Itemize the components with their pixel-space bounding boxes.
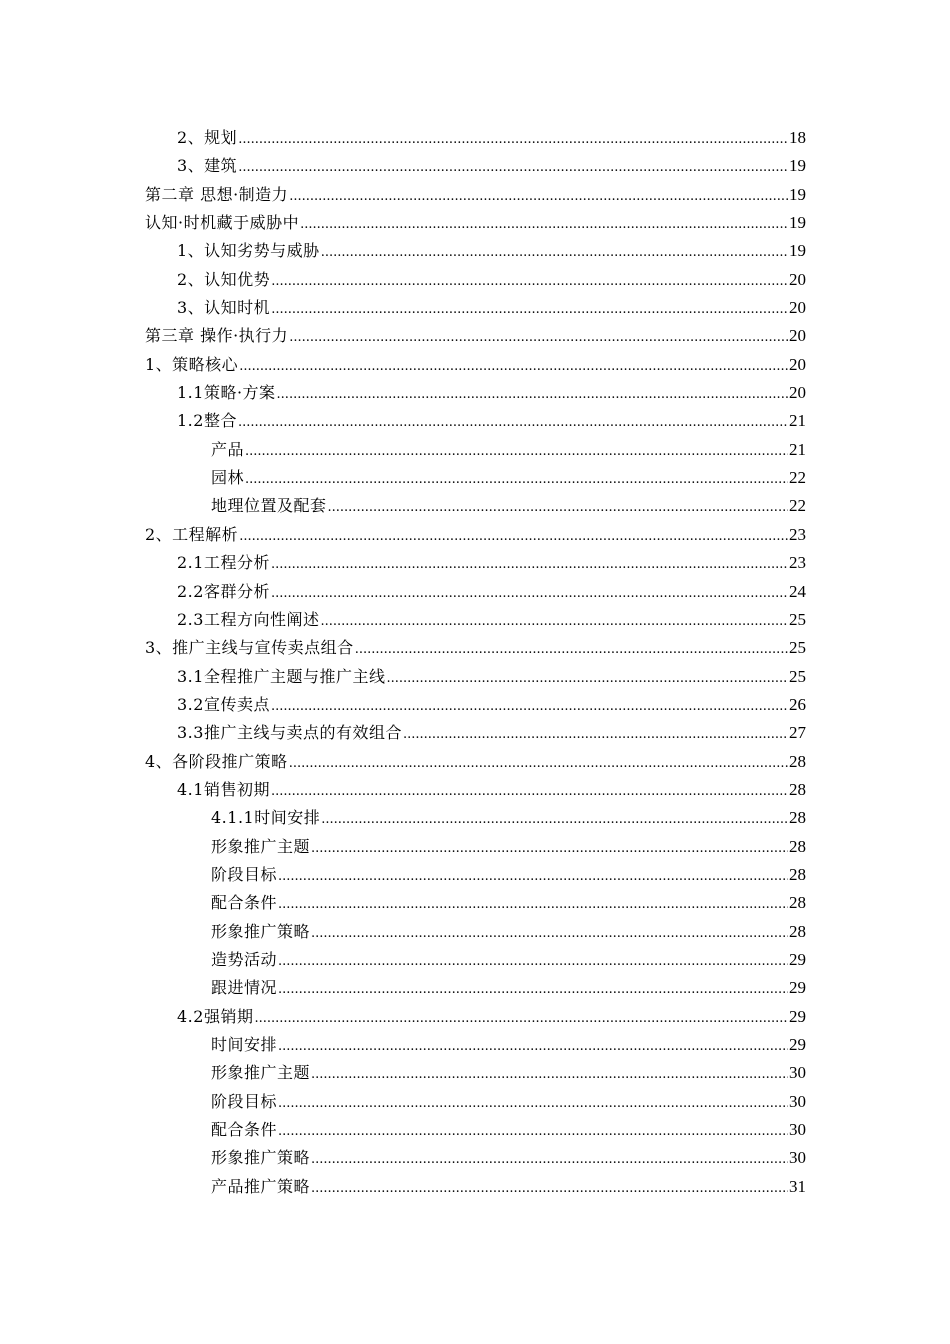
toc-entry-line [211, 1116, 806, 1144]
dot-leader [311, 920, 788, 948]
toc-entry[interactable] [0, 833, 950, 861]
toc-entry-line [177, 776, 806, 804]
toc-entry[interactable] [0, 407, 950, 435]
toc-entry-page-number[interactable]: 31 [789, 1176, 806, 1196]
toc-entry-line [211, 464, 806, 492]
toc-entry[interactable] [0, 719, 950, 747]
toc-entry-page-number[interactable]: 27 [789, 723, 806, 743]
toc-entry-title[interactable]: 3.2宣传卖点 [177, 694, 270, 714]
dot-leader [311, 1175, 788, 1203]
toc-entry-title[interactable]: 4.1销售初期 [177, 779, 270, 799]
toc-entry[interactable] [0, 861, 950, 889]
toc-entry[interactable] [0, 492, 950, 520]
toc-entry-page-number[interactable]: 23 [789, 524, 806, 544]
toc-entry-title[interactable]: 4.1.1时间安排 [211, 808, 321, 828]
toc-entry[interactable] [0, 634, 950, 662]
dot-leader [311, 1061, 788, 1089]
toc-entry-page-number[interactable]: 22 [789, 468, 806, 488]
toc-entry-line [145, 748, 806, 776]
toc-entry-line [211, 1173, 806, 1201]
toc-entry[interactable] [0, 294, 950, 322]
toc-entry-line [211, 974, 806, 1002]
toc-entry-title[interactable]: 认知·时机藏于威胁中 [145, 213, 300, 233]
dot-leader [289, 183, 788, 211]
toc-entry-line [211, 492, 806, 520]
toc-entry[interactable] [0, 1116, 950, 1144]
toc-entry[interactable] [0, 748, 950, 776]
toc-entry-page-number[interactable]: 19 [789, 184, 806, 204]
toc-entry-line [211, 918, 806, 946]
toc-entry[interactable] [0, 974, 950, 1002]
toc-entry-page-number[interactable]: 29 [789, 978, 806, 998]
toc-entry-line [145, 521, 806, 549]
dot-leader [300, 211, 788, 239]
toc-entry-title[interactable]: 第三章 操作·执行力 [145, 326, 289, 346]
toc-entry-line [177, 578, 806, 606]
toc-entry-page-number[interactable]: 20 [789, 354, 806, 374]
toc-entry-page-number[interactable]: 30 [789, 1120, 806, 1140]
dot-leader [238, 409, 788, 437]
toc-entry-title[interactable]: 2.3工程方向性阐述 [177, 609, 320, 629]
toc-entry[interactable] [0, 209, 950, 237]
dot-leader [311, 835, 788, 863]
dot-leader [311, 1146, 788, 1174]
toc-entry-title[interactable]: 阶段目标 [211, 864, 278, 884]
dot-leader [278, 891, 788, 919]
toc-entry-line [211, 1088, 806, 1116]
toc-entry-page-number[interactable]: 28 [789, 921, 806, 941]
toc-entry[interactable] [0, 889, 950, 917]
toc-entry-line [177, 663, 806, 691]
toc-entry-title[interactable]: 4、各阶段推广策略 [145, 751, 288, 771]
toc-entry-page-number[interactable]: 26 [789, 694, 806, 714]
toc-entry[interactable] [0, 804, 950, 832]
toc-entry-line [177, 549, 806, 577]
toc-entry-line [177, 407, 806, 435]
dot-leader [403, 721, 788, 749]
toc-entry-page-number[interactable]: 25 [789, 638, 806, 658]
toc-entry[interactable] [0, 691, 950, 719]
dot-leader [271, 551, 788, 579]
dot-leader [278, 1090, 788, 1118]
dot-leader [278, 1118, 788, 1146]
toc-entry-page-number[interactable]: 28 [789, 779, 806, 799]
toc-entry[interactable] [0, 521, 950, 549]
toc-entry[interactable] [0, 237, 950, 265]
dot-leader [289, 324, 788, 352]
toc-entry[interactable] [0, 606, 950, 634]
dot-leader [289, 750, 788, 778]
toc-entry-page-number[interactable]: 30 [789, 1148, 806, 1168]
dot-leader [386, 665, 788, 693]
toc-entry[interactable] [0, 436, 950, 464]
dot-leader [245, 438, 788, 466]
toc-entry-line [145, 181, 806, 209]
toc-entry[interactable] [0, 1144, 950, 1172]
dot-leader [278, 948, 788, 976]
toc-entry[interactable] [0, 1003, 950, 1031]
toc-entry-page-number[interactable]: 20 [789, 383, 806, 403]
toc-entry-title[interactable]: 3、认知时机 [177, 298, 271, 318]
toc-entry[interactable] [0, 152, 950, 180]
toc-entry-page-number[interactable]: 25 [789, 609, 806, 629]
toc-entry-line [145, 634, 806, 662]
toc-entry-page-number[interactable]: 19 [789, 213, 806, 233]
toc-entry-title[interactable]: 形象推广主题 [211, 1063, 311, 1083]
toc-entry-line [211, 436, 806, 464]
toc-entry-title[interactable]: 1.1策略·方案 [177, 383, 276, 403]
dot-leader [254, 1005, 788, 1033]
dot-leader [278, 1033, 788, 1061]
toc-entry-page-number[interactable]: 18 [789, 128, 806, 147]
toc-entry-title[interactable]: 3、推广主线与宣传卖点组合 [145, 638, 354, 658]
toc-entry-page-number[interactable]: 20 [789, 298, 806, 318]
toc-entry-line [211, 804, 806, 832]
dot-leader [278, 863, 788, 891]
dot-leader [320, 608, 788, 636]
toc-entry-page-number[interactable]: 19 [789, 156, 806, 176]
toc-entry-line [145, 322, 806, 350]
dot-leader [245, 466, 788, 494]
toc-entry-title[interactable]: 3.3推广主线与卖点的有效组合 [177, 723, 402, 743]
toc-entry[interactable] [0, 181, 950, 209]
dot-leader [271, 580, 788, 608]
toc-entry-title[interactable]: 2.2客群分析 [177, 581, 270, 601]
dot-leader [321, 239, 788, 267]
toc-entry-line [177, 691, 806, 719]
toc-entry-title[interactable]: 4.2强销期 [177, 1006, 254, 1026]
toc-entry-line [177, 379, 806, 407]
toc-entry[interactable] [0, 124, 950, 152]
toc-entry-page-number[interactable]: 28 [789, 751, 806, 771]
dot-leader [239, 353, 788, 381]
toc-entry-page-number[interactable]: 30 [789, 1063, 806, 1083]
dot-leader [271, 778, 788, 806]
toc-entry-title[interactable]: 1、策略核心 [145, 354, 239, 374]
dot-leader [355, 636, 788, 664]
toc-entry-page-number[interactable]: 22 [789, 496, 806, 516]
toc-entry-page-number[interactable]: 21 [789, 439, 806, 459]
toc-entry[interactable] [0, 351, 950, 379]
toc-entry[interactable] [0, 946, 950, 974]
toc-entry-page-number[interactable]: 21 [789, 411, 806, 431]
toc-entry-page-number[interactable]: 23 [789, 553, 806, 573]
dot-leader [277, 381, 788, 409]
toc-entry[interactable] [0, 1031, 950, 1059]
toc-entry-title[interactable]: 时间安排 [211, 1035, 278, 1054]
toc-entry-title[interactable]: 园林 [211, 468, 245, 488]
toc-entry-title[interactable]: 2、规划 [177, 128, 238, 147]
toc-entry[interactable] [0, 918, 950, 946]
dot-leader [271, 296, 788, 324]
toc-entry-line [211, 1031, 806, 1059]
toc-entry-page-number[interactable]: 19 [789, 241, 806, 261]
toc-entry-page-number[interactable]: 25 [789, 666, 806, 686]
toc-entry-title[interactable]: 2、认知优势 [177, 269, 271, 289]
toc-entry-line [177, 124, 806, 152]
toc-entry-title[interactable]: 2.1工程分析 [177, 553, 270, 573]
toc-entry[interactable] [0, 776, 950, 804]
toc-entry-title[interactable]: 配合条件 [211, 1120, 278, 1140]
toc-entry-line [177, 1003, 806, 1031]
dot-leader [238, 126, 788, 154]
toc-entry[interactable] [0, 1088, 950, 1116]
toc-entry-title[interactable]: 形象推广策略 [211, 921, 311, 941]
toc-entry-page-number[interactable]: 28 [789, 836, 806, 856]
toc-entry-line [211, 833, 806, 861]
toc-entry-line [211, 861, 806, 889]
toc-entry-line [177, 237, 806, 265]
dot-leader [271, 693, 788, 721]
toc-entry-page-number[interactable]: 29 [789, 1035, 806, 1054]
dot-leader [278, 976, 788, 1004]
toc-entry[interactable] [0, 663, 950, 691]
toc-entry-title[interactable]: 形象推广策略 [211, 1148, 311, 1168]
toc-entry[interactable] [0, 578, 950, 606]
toc-entry-line [177, 719, 806, 747]
toc-entry-page-number[interactable]: 29 [789, 1006, 806, 1026]
toc-entry-page-number[interactable]: 24 [789, 581, 806, 601]
table-of-contents [0, 124, 950, 1201]
toc-entry-page-number[interactable]: 29 [789, 949, 806, 969]
toc-entry-line [177, 266, 806, 294]
toc-entry-line [177, 152, 806, 180]
toc-entry-title[interactable]: 地理位置及配套 [211, 496, 327, 516]
toc-entry-title[interactable]: 形象推广主题 [211, 836, 311, 856]
toc-entry-line [211, 946, 806, 974]
dot-leader [238, 154, 788, 182]
toc-entry-title[interactable]: 第二章 思想·制造力 [145, 184, 289, 204]
toc-entry-page-number[interactable]: 28 [789, 808, 806, 828]
toc-entry-page-number[interactable]: 20 [789, 269, 806, 289]
toc-entry-title[interactable]: 产品 [211, 439, 245, 459]
toc-entry[interactable] [0, 549, 950, 577]
toc-entry-line [211, 889, 806, 917]
toc-entry[interactable] [0, 266, 950, 294]
toc-entry[interactable] [0, 1059, 950, 1087]
toc-entry-line [177, 294, 806, 322]
dot-leader [271, 268, 788, 296]
toc-entry-page-number[interactable]: 28 [789, 893, 806, 913]
toc-entry-title[interactable]: 产品推广策略 [211, 1176, 311, 1196]
toc-entry-line [145, 351, 806, 379]
toc-entry-title[interactable]: 造势活动 [211, 949, 278, 969]
toc-entry-page-number[interactable]: 28 [789, 864, 806, 884]
toc-entry-title[interactable]: 跟进情况 [211, 978, 278, 998]
dot-leader [321, 806, 788, 834]
toc-entry-title[interactable]: 2、工程解析 [145, 524, 239, 544]
toc-entry-page-number[interactable]: 20 [789, 326, 806, 346]
toc-entry[interactable] [0, 322, 950, 350]
toc-entry-page-number[interactable]: 30 [789, 1091, 806, 1111]
dot-leader [239, 523, 788, 551]
toc-entry-line [211, 1059, 806, 1087]
toc-entry[interactable] [0, 379, 950, 407]
toc-entry-title[interactable]: 阶段目标 [211, 1091, 278, 1111]
toc-entry[interactable] [0, 1173, 950, 1201]
toc-entry-line [211, 1144, 806, 1172]
toc-entry-line [145, 209, 806, 237]
toc-entry-line [177, 606, 806, 634]
toc-entry-title[interactable]: 3、建筑 [177, 156, 238, 176]
toc-entry-title[interactable]: 1.2整合 [177, 411, 237, 431]
toc-entry-title[interactable]: 1、认知劣势与威胁 [177, 241, 320, 261]
toc-entry-title[interactable]: 配合条件 [211, 893, 278, 913]
toc-entry-title[interactable]: 3.1全程推广主题与推广主线 [177, 666, 386, 686]
dot-leader [328, 494, 788, 522]
toc-entry[interactable] [0, 464, 950, 492]
